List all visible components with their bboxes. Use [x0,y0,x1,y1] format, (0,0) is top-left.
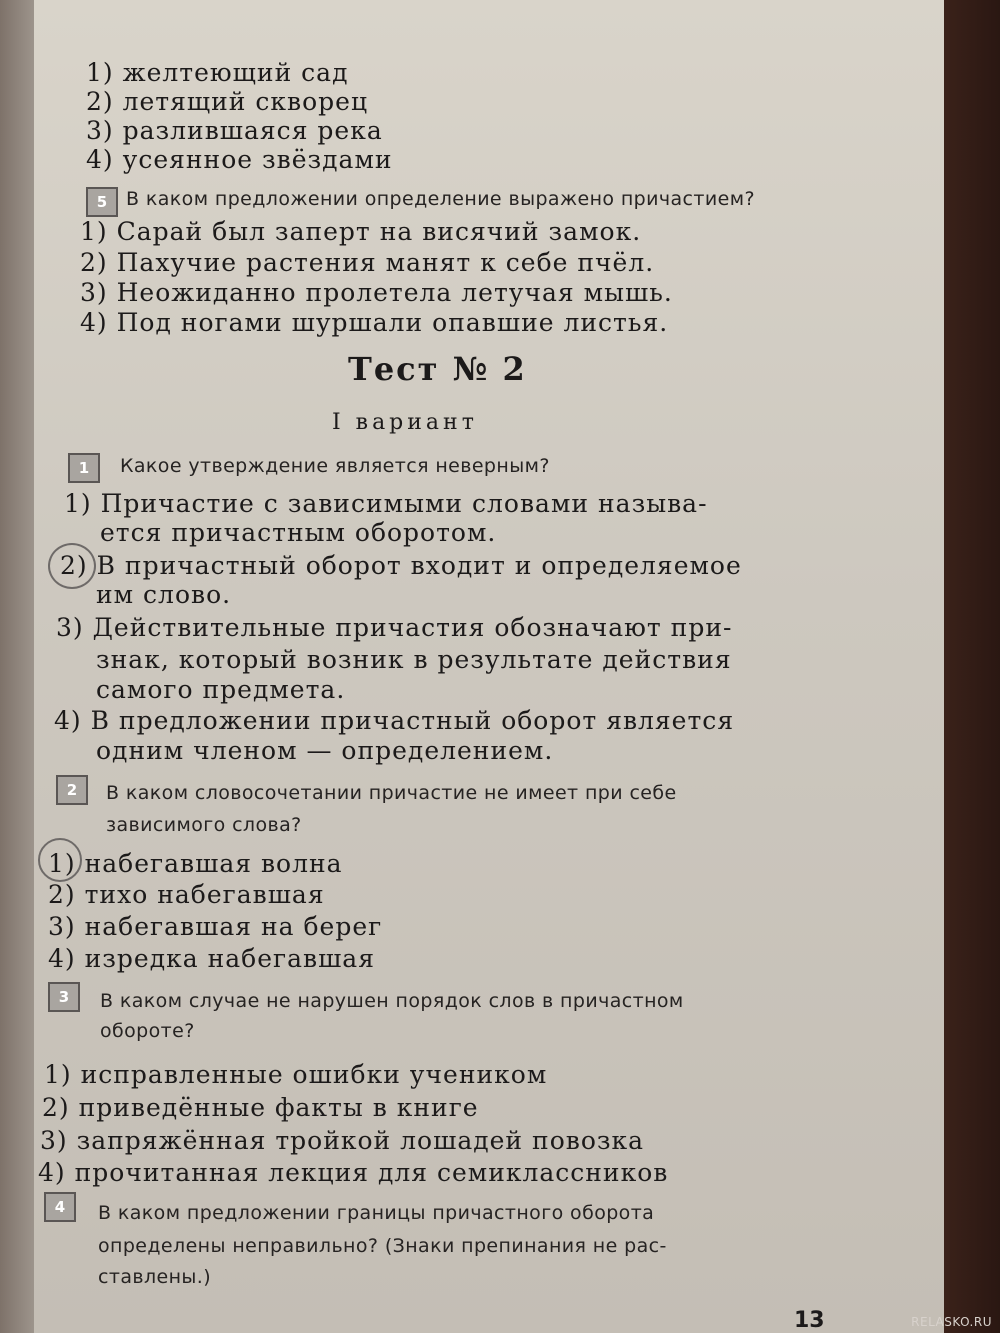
question-number-badge: 1 [68,453,100,483]
option-line: 3) запряжённая тройкой лошадей повозка [40,1126,645,1155]
question-number-badge: 5 [86,187,118,217]
question-text: определены неправильно? (Знаки препинания не рас- [98,1235,667,1257]
option-line: 3) разлившаяся река [86,116,383,145]
question-text: ставлены.) [98,1266,212,1288]
variant-title: I вариант [332,410,478,435]
option-line: 3) Действительные причастия обозначают при- [56,613,733,642]
watermark: RELASKO.RU [911,1315,992,1329]
option-line: 2) тихо набегавшая [48,880,325,909]
question-text: В каком предложении определение выражено причастием? [126,188,755,210]
option-line: 3) Неожиданно пролетела летучая мышь. [80,278,673,307]
option-line: им слово. [96,580,232,609]
table-background [942,0,1000,1333]
question-number-badge: 3 [48,982,80,1012]
option-line: 4) усеянное звёздами [86,145,393,174]
question-text: В каком словосочетании причастие не имеет при себе [106,782,677,804]
page-number: 13 [794,1308,825,1333]
option-line: 3) набегавшая на берег [48,912,383,941]
question-text: В каком случае не нарушен порядок слов в причастном [100,990,684,1012]
option-line: 4) прочитанная лекция для семиклассников [38,1158,669,1187]
option-line: 1) Причастие с зависимыми словами называ- [64,489,708,518]
question-number-badge: 4 [44,1192,76,1222]
option-line: 2) Пахучие растения манят к себе пчёл. [80,248,655,277]
question-number-badge: 2 [56,775,88,805]
book-page [34,0,944,1333]
question-text: Какое утверждение является неверным? [120,455,550,477]
test-title: Тест № 2 [348,350,527,388]
option-line: 1) желтеющий сад [86,58,349,87]
pencil-circle-mark [38,838,82,882]
option-line: 4) В предложении причастный оборот является [54,706,735,735]
option-line: 1) набегавшая волна [48,849,343,878]
question-text: зависимого слова? [106,814,302,836]
option-line: 2) приведённые факты в книге [42,1093,479,1122]
option-line: знак, который возник в результате действия [96,645,732,674]
pencil-circle-mark [48,543,96,589]
option-line: одним членом — определением. [96,736,554,765]
option-line: 4) изредка набегавшая [48,944,375,973]
option-line: самого предмета. [96,675,346,704]
option-line: 2) В причастный оборот входит и определяемое [60,551,742,580]
option-line: ется причастным оборотом. [100,518,497,547]
option-line: 1) Сарай был заперт на висячий замок. [80,217,642,246]
option-line: 2) летящий скворец [86,87,369,116]
question-text: В каком предложении границы причастного оборота [98,1202,655,1224]
question-text: обороте? [100,1020,195,1042]
option-line: 1) исправленные ошибки учеником [44,1060,548,1089]
option-line: 4) Под ногами шуршали опавшие листья. [80,308,669,337]
